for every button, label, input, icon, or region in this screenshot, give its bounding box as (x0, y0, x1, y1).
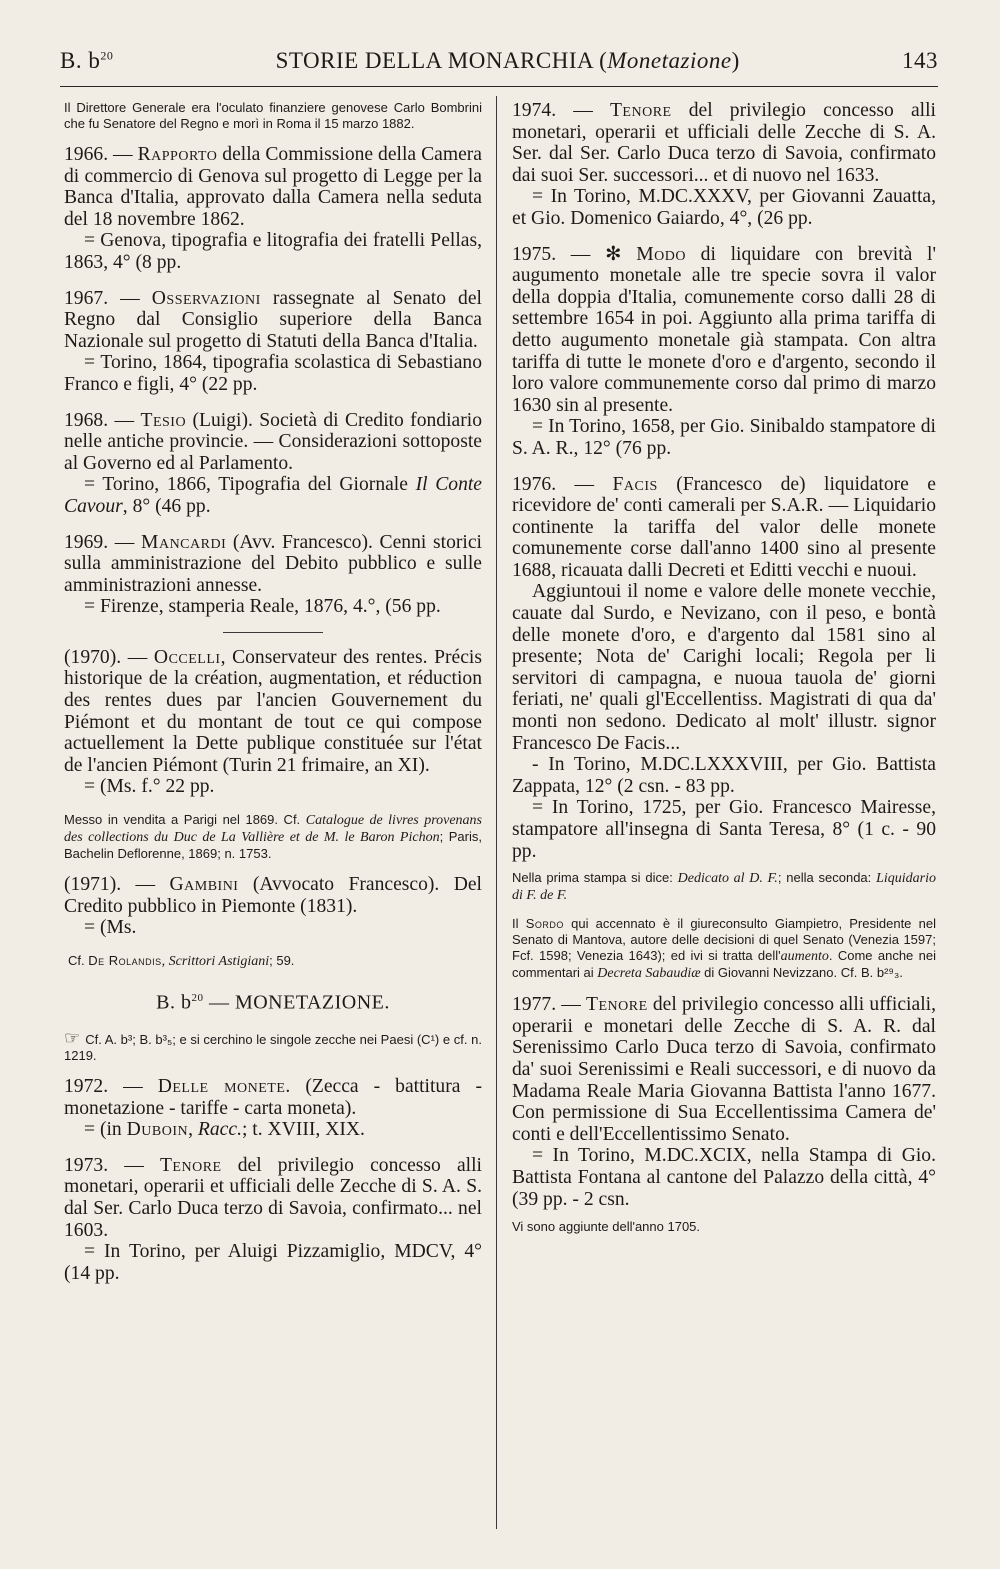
imprint: = (Ms. (84, 917, 137, 939)
note-1977: Vi sono aggiunte dell'anno 1705. (512, 1219, 701, 1235)
imprint: = (in Duboin, Racc.; t. XVIII, XIX. (84, 1119, 365, 1141)
entry-1966: 1966. — Rapporto della Commissione della Camera di commercio di Genova sul progetto di Legge per la Banca d'Italia, approvato dalla Camera nella seduta del 18 novembre 1862. = Genova, tipografia e litografia dei fratelli Pellas, 1863, 4° (8 pp. (64, 144, 482, 273)
imprint: = Genova, tipografia e litografia dei fratelli Pellas, 1863, 4° (8 pp. (64, 230, 482, 273)
entry-1974: 1974. — Tenore del privilegio concesso alli monetari, operarii et ufficiali delle Zecche di S. A. Ser. dal Ser. Carlo Duca terzo di Savoia, confirmato dai suoi Ser. successori... et di nuovo nel 1633. = In Torino, M.DC.XXXV, per Giovanni Zauatta, et Gio. Domenico Gaiardo, 4°, (26 pp. (512, 100, 936, 229)
entry-1976: 1976. — Facis (Francesco de) liquidatore e ricevidore de' conti camerali per S.A.R. — Liquidario continente la tariffa del valor delle monete comunemente corse dall'anno 1400 sino al presente 1688, ricauata dalli Decreti et Editti vecchi e nuoui. Aggiuntoui il nome e valore delle monete vecchie, cauate dal Surdo, e Nevizano, con il peso, e bontà delle monete d'oro, e d'argento dal 1581 sino al presente; Nota de' Carighi locali; Regola per li servitori di campagna, e nuoua tauola de' giorni feriati, ne' quali gl'Eccellentiss. Magistrati di qua da' monti non sedono. Dedicato al molt' illustr. signor Francesco De Facis... - In Torino, M.DC.LXXXVIII, per Gio. Battista Zappata, 12° (2 csn. - 83 pp. = In Torino, 1725, per Gio. Francesco Mairesse, stampatore all'insegna di Santa Teresa, 8° (1 c. - 90 pp. (512, 473, 936, 862)
entry-1970: (1970). — Occelli, Conservateur des rentes. Précis historique de la création, augmentation, et réduction des rentes dues par l'ancien Gouvernement du Piémont et du montant de tout ce qui compose actuellement la Dette publique constituée sur l'état de l'ancien Piémont (Turin 21 frimaire, an XI). = (Ms. f.° 22 pp. (64, 646, 482, 798)
footnote-bombrini: Il Direttore Generale era l'oculato finanziere genovese Carlo Bombrini che fu Senatore del Regno e morì in Roma il 15 marzo 1882. (64, 100, 482, 131)
entry-1973: 1973. — Tenore del privilegio concesso alli monetari, operarii et ufficiali delle Zecche di S. A. S. dal Ser. Carlo Duca terzo di Savoia, confirmato... nel 1603. = In Torino, per Aluigi Pizzamiglio, MDCV, 4° (14 pp. (64, 1154, 482, 1284)
entry-1968: 1968. — Tesio (Luigi). Società di Credito fondiario nelle antiche provincie. — Considerazioni sottoposte al Governo ed al Parlamento. = Torino, 1866, Tipografia del Giornale Il Conte Cavour, 8° (46 pp. (64, 409, 483, 517)
imprint: = In Torino, 1725, per Gio. Francesco Mairesse, stampatore all'insegna di Santa Teresa, 8° (1 c. - 90 pp. (512, 797, 936, 862)
header-signature: B. $b^{20}$ (60, 48, 114, 73)
section-crossref-note: ☞ Cf. A. b³; B. b³₅; e si cerchino le singole zecche nei Paesi (C¹) e cf. n. 1219. (64, 1028, 482, 1064)
header-title: STORIE DELLA MONARCHIA (Monetazione) (275, 48, 740, 73)
description-paragraph: Aggiuntoui il nome e valore delle monete vecchie, cauate dal Surdo, e Nevizano, con il peso, e bontà delle monete d'oro, e d'argento dal 1581 sino al presente; Nota de' Carighi locali; Regola per li servitori di campagna, e nuoua tauola de' giorni feriati, ne' quali gl'Eccellentiss. Magistrati di qua da' monti non sedono. Dedicato al molt' illustr. signor Francesco De Facis... (512, 581, 936, 754)
separator-rule (223, 632, 323, 633)
entry-1969: 1969. — Mancardi (Avv. Francesco). Cenni storici sulla amministrazione del Debito pubblico e sulle amministrazioni annesse. = Firenze, stamperia Reale, 1876, 4.°, (56 pp. (64, 531, 482, 618)
entry-1977: 1977. — Tenore del privilegio concesso alli ufficiali, operarii e monetari delle Zecche di S. A. R. dal Serenissimo Carlo Duca terzo di Savoia, confirmato da' suoi Serenissimi e Reali successori, e di nuovo da Madama Reale Maria Giovanna Battista l'anno 1677. Con permissione di Sua Eccellentissima Camera de' conti e dell'Eccellentissimo Senato. = In Torino, M.DC.XCIX, nella Stampa di Gio. Battista Fontana al cantone del Palazzo della città, 4° (39 pp. - 2 csn. (512, 994, 936, 1210)
imprint: = In Torino, M.DC.XXXV, per Giovanni Zauatta, et Gio. Domenico Gaiardo, 4°, (26 pp. (512, 186, 936, 229)
note-1976-sordo: Il Sordo qui accennato è il giureconsulto Giampietro, Presidente nel Senato di Mantova, autore delle decisioni di quel Senato (Venezia 1597; Fcf. 1598; Venezia 1643); ed ivi si tratta dell'aumento. Come anche nei commentari ai Decreta Sabaudiæ di Giovanni Nevizzano. Cf. B. b²⁹₃. (512, 916, 936, 982)
imprint: = Torino, 1864, tipografia scolastica di Sebastiano Franco e figli, 4° (22 pp. (64, 352, 482, 395)
left-column (64, 100, 482, 1529)
note-1976-editions: Nella prima stampa si dice: Dedicato al D. F.; nella seconda: Liquidario di F. de F. (512, 870, 936, 904)
section-heading-monetazione: B. $b^{20}$ — MONETAZIONE. (156, 991, 390, 1014)
entry-1967: 1967. — Osservazioni rassegnate al Senato del Regno dal Consiglio superiore della Banca Nazionale sul progetto di Statuti della Banca d'Italia. = Torino, 1864, tipografia scolastica di Sebastiano Franco e figli, 4° (22 pp. (64, 287, 482, 395)
note-1971: Cf. De Rolandis, Scrittori Astigiani; 59. (68, 952, 295, 969)
entry-1975: 1975. — ✻ Modo di liquidare con brevità l' augumento monetale alle tre specie sovra il valor della doppia d'Italia, comunemente corso dalli 28 di settembre 1654 in poi. Aggiunto alla prima tariffa di detto augumento monetale già stampata. Con altra tariffa di tutte le monete d'oro e d'argento, secondo il loro valore communemente corso dal primo di marzo 1630 sin al presente. = In Torino, 1658, per Gio. Sinibaldo stampatore di S. A. R., 12° (76 pp. (512, 243, 936, 459)
pointing-hand-icon: ☞ (64, 1028, 86, 1049)
column-divider (496, 96, 497, 1529)
note-1970: Messo in vendita a Parigi nel 1869. Cf. Catalogue de livres provenans des collections du Duc de La Vallière et de M. le Baron Pichon; Paris, Bachelin Deflorenne, 1869; n. 1753. (64, 812, 482, 862)
entry-1972: 1972. — Delle monete. (Zecca - battitura - monetazione - tariffe - carta moneta). = (in Duboin, Racc.; t. XVIII, XIX. (64, 1076, 482, 1141)
imprint: = In Torino, 1658, per Gio. Sinibaldo stampatore di S. A. R., 12° (76 pp. (512, 416, 936, 459)
imprint: - In Torino, M.DC.LXXXVIII, per Gio. Battista Zappata, 12° (2 csn. - 83 pp. (512, 754, 936, 797)
running-header (60, 48, 938, 84)
entry-1971: (1971). — Gambini (Avvocato Francesco). Del Credito pubblico in Piemonte (1831). = (Ms. (64, 874, 482, 939)
imprint: = (Ms. f.° 22 pp. (84, 776, 215, 798)
imprint: = In Torino, M.DC.XCIX, nella Stampa di Gio. Battista Fontana al cantone del Palazzo della città, 4° (39 pp. - 2 csn. (512, 1145, 936, 1210)
right-column (512, 100, 936, 1529)
page-number: 143 (902, 48, 938, 73)
imprint: = Torino, 1866, Tipografia del Giornale Il Conte Cavour, 8° (46 pp. (64, 474, 483, 517)
imprint: = Firenze, stamperia Reale, 1876, 4.°, (56 pp. (84, 596, 441, 618)
header-rule (60, 86, 938, 87)
imprint: = In Torino, per Aluigi Pizzamiglio, MDCV, 4° (14 pp. (64, 1241, 482, 1284)
